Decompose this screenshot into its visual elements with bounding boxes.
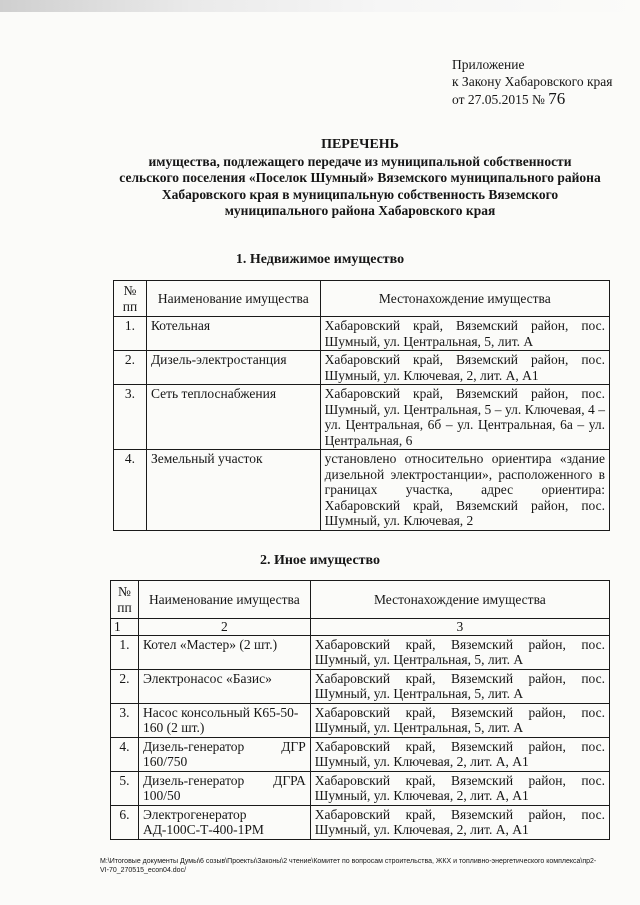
header-name: Наименование имущества xyxy=(138,581,310,619)
row-location: Хабаровский край, Вяземский район, пос. Шумный, ул. Ключевая, 2, лит. А, А1 xyxy=(310,805,609,839)
appendix-block xyxy=(452,56,613,108)
scan-edge xyxy=(0,0,640,12)
title-main: ПЕРЕЧЕНЬ xyxy=(321,137,399,152)
row-location: Хабаровский край, Вяземский район, пос. Шумный, ул. Центральная, 5 – ул. Ключевая, 4 – ул. Центральная, 6б – ул. Центральная, 6а – ул. Центральная, 6 xyxy=(320,385,609,450)
row-location: Хабаровский край, Вяземский район, пос. Шумный, ул. Центральная, 5, лит. А xyxy=(310,669,609,703)
row-num: 2. xyxy=(114,351,147,385)
table-row xyxy=(111,669,610,703)
row-num: 6. xyxy=(111,805,139,839)
header-location: Местонахождение имущества xyxy=(310,581,609,619)
table-row xyxy=(111,771,610,805)
row-location: Хабаровский край, Вяземский район, пос. Шумный, ул. Ключевая, 2, лит. А, А1 xyxy=(310,737,609,771)
title-line: имущества, подлежащего передаче из муниципальной собственности xyxy=(148,153,572,169)
section-2-title: 2. Иное имущество xyxy=(259,553,381,568)
table-row xyxy=(114,385,610,450)
row-num: 4. xyxy=(111,737,139,771)
header-num: № пп xyxy=(114,281,147,317)
row-name: Электронасос «Базис» xyxy=(138,669,310,703)
header-name: Наименование имущества xyxy=(146,281,320,317)
col-number-3: 3 xyxy=(310,619,609,636)
title-line: Хабаровского края в муниципальную собственность Вяземского xyxy=(161,186,559,202)
row-name: Котел «Мастер» (2 шт.) xyxy=(138,635,310,669)
real-estate-table xyxy=(113,280,610,531)
law-number: 76 xyxy=(548,89,566,108)
row-num: 3. xyxy=(114,385,147,450)
row-num: 4. xyxy=(114,450,147,531)
table-row xyxy=(111,737,610,771)
col-number-1: 1 xyxy=(111,619,139,636)
file-path-footer xyxy=(100,857,630,875)
column-number-row xyxy=(111,619,610,636)
footer-line-2: VI-70_270515_econ04.doc/ xyxy=(100,867,187,874)
title-line: сельского поселения «Поселок Шумный» Вяземского муниципального района xyxy=(119,170,601,186)
appendix-line-3 xyxy=(452,90,613,108)
table-header-row xyxy=(114,281,610,317)
title-line: муниципального района Хабаровского края xyxy=(224,203,496,219)
table-row xyxy=(114,351,610,385)
header-num: № пп xyxy=(111,581,139,619)
row-name: Дизель-генератор ДГР 160/750 xyxy=(138,737,310,771)
row-location: Хабаровский край, Вяземский район, пос. Шумный, ул. Ключевая, 2, лит. А, А1 xyxy=(320,351,609,385)
table-header-row xyxy=(111,581,610,619)
table-row xyxy=(111,703,610,737)
section-1-title: 1. Недвижимое имущество xyxy=(235,252,405,267)
row-name: Насос консольный К65-50-160 (2 шт.) xyxy=(138,703,310,737)
row-location: Хабаровский край, Вяземский район, пос. Шумный, ул. Центральная, 5, лит. А xyxy=(310,635,609,669)
row-location: Хабаровский край, Вяземский район, пос. Шумный, ул. Центральная, 5, лит. А xyxy=(320,317,609,351)
row-num: 1. xyxy=(111,635,139,669)
row-num: 2. xyxy=(111,669,139,703)
row-num: 1. xyxy=(114,317,147,351)
row-name: Сеть теплоснабжения xyxy=(146,385,320,450)
row-location: Хабаровский край, Вяземский район, пос. Шумный, ул. Ключевая, 2, лит. А, А1 xyxy=(310,771,609,805)
footer-line-1: М:\Итоговые документы Думы\6 созыв\Проекты\Законы\2 чтение\Комитет по вопросам строительства, ЖКХ и топливно-энергетического комплекса\пр2- xyxy=(100,858,597,865)
table-row xyxy=(111,635,610,669)
row-num: 3. xyxy=(111,703,139,737)
appendix-date: от 27.05.2015 № xyxy=(452,92,545,107)
document-title xyxy=(100,137,620,220)
appendix-line-2: к Закону Хабаровского края xyxy=(452,74,613,89)
table-row xyxy=(111,805,610,839)
table-row xyxy=(114,450,610,531)
row-location: Хабаровский край, Вяземский район, пос. Шумный, ул. Центральная, 5, лит. А xyxy=(310,703,609,737)
row-location: установлено относительно ориентира «здание дизельной электростанции», расположенного в границах участка, адрес ориентира: Хабаровский край, Вяземский район, пос. Шумный, ул. Ключевая, 2 xyxy=(320,450,609,531)
other-property-table xyxy=(110,580,610,840)
col-number-2: 2 xyxy=(138,619,310,636)
row-name: Дизель-генератор ДГРА 100/50 xyxy=(138,771,310,805)
row-name: Электрогенератор АД-100С-Т-400-1РМ xyxy=(138,805,310,839)
row-name: Земельный участок xyxy=(146,450,320,531)
table-row xyxy=(114,317,610,351)
row-name: Дизель-электростанция xyxy=(146,351,320,385)
header-location: Местонахождение имущества xyxy=(320,281,609,317)
row-num: 5. xyxy=(111,771,139,805)
row-name: Котельная xyxy=(146,317,320,351)
appendix-line-1: Приложение xyxy=(452,57,525,72)
